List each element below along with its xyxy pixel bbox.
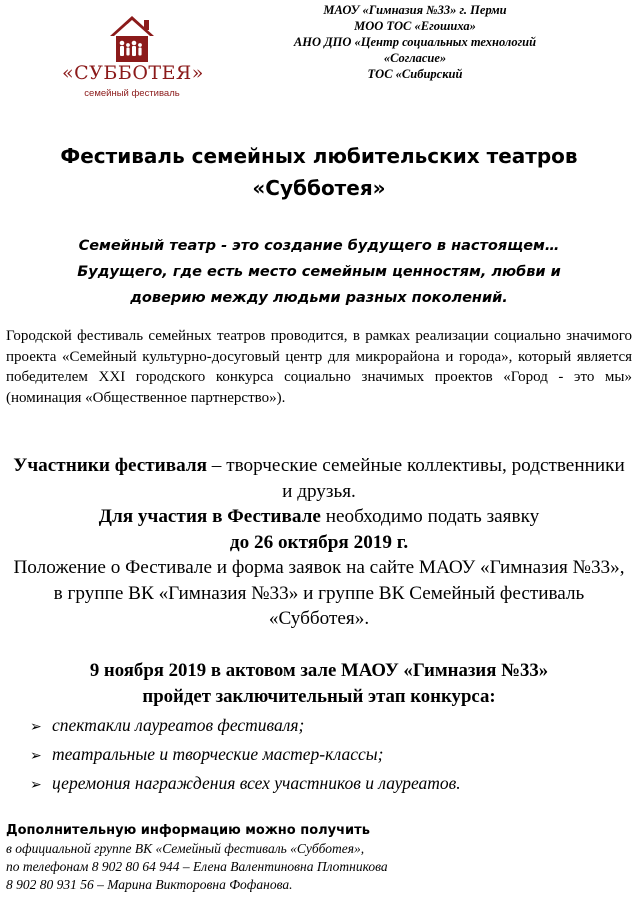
organizer-line: «Согласие» [383,51,447,65]
program-item-text: театральные и творческие мастер-классы; [52,744,384,764]
motto-line: Будущего, где есть место семейным ценностям, любви и [77,264,561,280]
participants-line [12,453,626,504]
organizer-line: АНО ДПО «Центр социальных технологий [293,35,537,49]
participants-label: Участники фестиваля [13,455,207,476]
list-item [30,712,630,741]
page-title [0,140,638,204]
organizers-block [260,2,570,82]
organizer-line: ТОС «Сибирский [367,67,463,81]
title-line-1: Фестиваль семейных любительских театров [60,144,578,168]
contacts-line: 8 902 80 931 56 – Марина Викторовна Фофанова. [6,877,293,892]
list-item [30,741,630,770]
list-item [30,770,630,799]
participants-block [12,453,626,632]
apply-line [12,504,626,530]
contacts-line: по телефонам 8 902 80 64 944 – Елена Валентиновна Плотникова [6,859,388,874]
contacts-line: в официальной группе ВК «Семейный фестиваль «Субботея», [6,841,365,856]
motto-line: Семейный театр - это создание будущего в настоящем… [78,238,560,254]
program-item-text: спектакли лауреатов фестиваля; [52,715,305,735]
arrow-bullet-icon: ➢ [30,720,42,735]
program-list [30,712,630,799]
arrow-bullet-icon: ➢ [30,778,42,793]
program-item-text: церемония награждения всех участников и лауреатов. [52,773,461,793]
contacts-block [6,822,632,894]
logo-wordmark: «СУББОТЕЯ» [62,62,204,84]
apply-label: Для участия в Фестивале [98,506,321,527]
motto-block [20,233,618,311]
organizer-line: МОО ТОС «Егошиха» [354,19,476,33]
motto-line: доверию между людьми разных поколений. [130,290,508,306]
intro-paragraph: Городской фестиваль семейных театров проводится, в рамках реализации социально значимого проекта «Семейный культурно-досуговый центр для микрорайона и города», который является победителем XXI городского конкурса социально значимых проектов «Город - это мы» (номинация «Общественное партнерство»). [6,328,632,406]
final-stage-block [0,658,638,710]
regulation-text: Положение о Фестивале и форма заявок на сайте МАОУ «Гимназия №33», в группе ВК «Гимназия №33» и группе ВК Семейный фестиваль «Субботея». [13,557,625,629]
organizer-line: МАОУ «Гимназия №33» г. Перми [323,3,507,17]
final-stage-line-1: 9 ноября 2019 в актовом зале МАОУ «Гимназия №33» [89,660,549,681]
arrow-bullet-icon: ➢ [30,749,42,764]
apply-text: необходимо подать заявку [320,506,540,527]
deadline: до 26 октября 2019 г. [229,531,409,553]
title-line-2: «Субботея» [252,176,386,200]
final-stage-line-2: пройдет заключительный этап конкурса: [142,686,496,707]
logo-subtitle: семейный фестиваль [84,88,180,99]
participants-text: – творческие семейные коллективы, родственники и друзья. [207,455,625,502]
contacts-heading: Дополнительную информацию можно получить [6,823,370,838]
